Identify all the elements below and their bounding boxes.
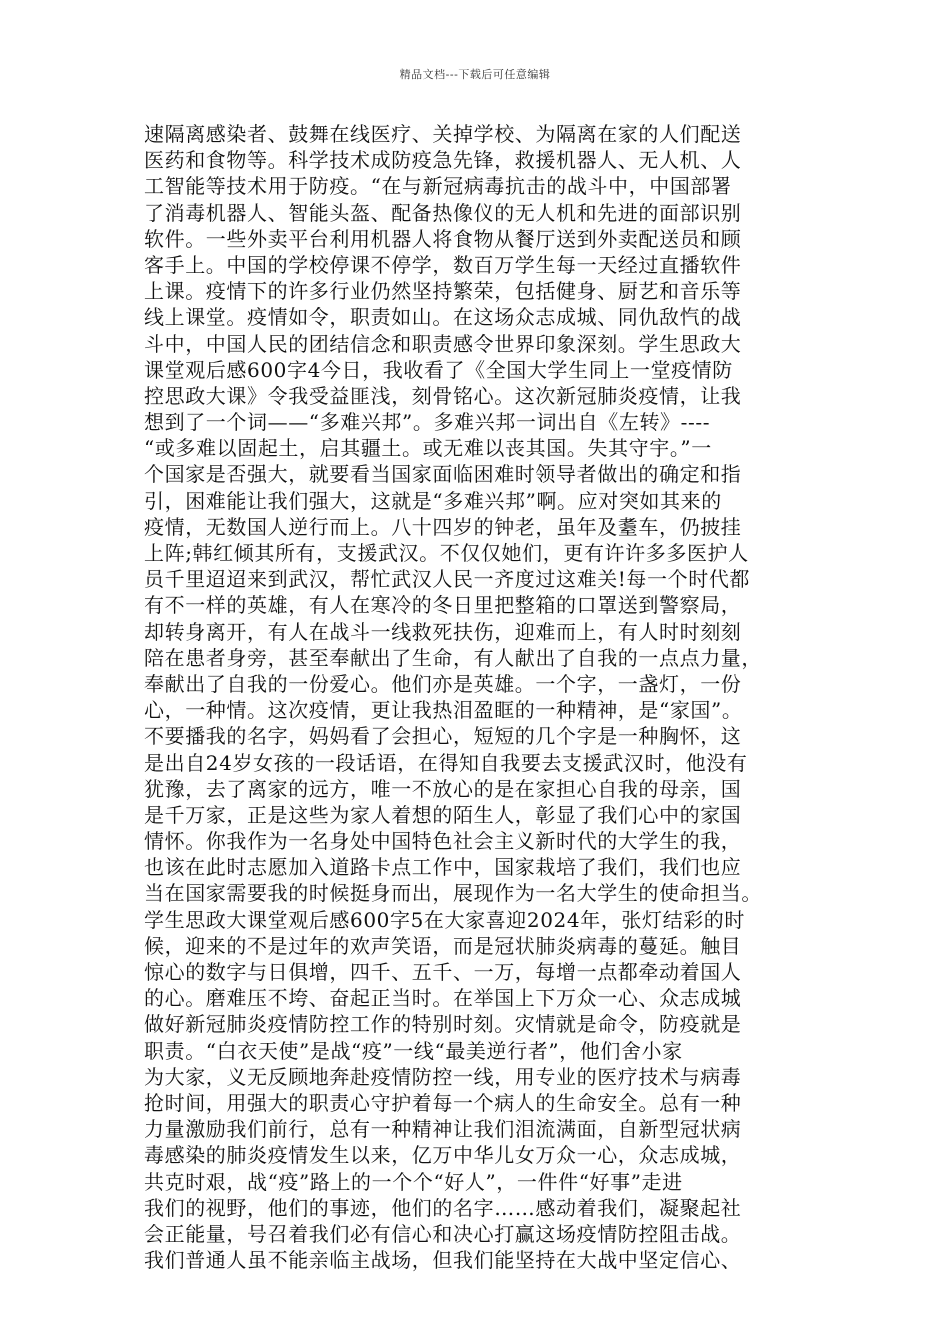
text-line: 上课。疫情下的许多行业仍然坚持繁荣，包括健身、厨艺和音乐等 — [144, 279, 742, 304]
text-line: 共克时艰，战“疫”路上的一个个“好人”，一件件“好事”走进 — [144, 1169, 683, 1194]
text-line: 软件。一些外卖平台利用机器人将食物从餐厅送到外卖配送员和顾 — [144, 226, 742, 251]
text-line: 课堂观后感600字4今日，我收看了《全国大学生同上一堂疫情防 — [144, 357, 733, 382]
text-line: 速隔离感染者、鼓舞在线医疗、关掉学校、为隔离在家的人们配送 — [144, 122, 742, 146]
text-line: 医药和食物等。科学技术成防疫急先锋，救援机器人、无人机、人 — [144, 148, 742, 173]
text-line: 惊心的数字与日俱增，四千、五千、一万，每增一点都牵动着国人 — [144, 960, 742, 984]
document-body — [144, 121, 824, 1273]
text-line: 是出自24岁女孩的一段话语，在得知自我要去支援武汉时，他没有 — [144, 750, 748, 775]
text-line: 毒感染的肺炎疫情发生以来，亿万中华儿女万众一心，众志成城， — [144, 1143, 742, 1168]
text-line: 做好新冠肺炎疫情防控工作的特别时刻。灾情就是命令，防疫就是 — [144, 1012, 742, 1037]
text-line: 的心。磨难压不垮、奋起正当时。在举国上下万众一心、众志成城 — [144, 986, 742, 1011]
page-header: 精品文档---下载后可任意编辑 — [399, 68, 551, 81]
text-line: 客手上。中国的学校停课不停学，数百万学生每一天经过直播软件 — [144, 252, 742, 277]
text-line: 也该在此时志愿加入道路卡点工作中，国家栽培了我们，我们也应 — [144, 855, 742, 880]
text-line: 当在国家需要我的时候挺身而出，展现作为一名大学生的使命担当。 — [144, 881, 762, 906]
text-line: 想到了一个词——“多难兴邦”。多难兴邦一词出自《左转》---- — [144, 410, 711, 435]
text-line: 会正能量，号召着我们必有信心和决心打赢这场疫情防控阻击战。 — [144, 1221, 742, 1246]
text-line: 疫情，无数国人逆行而上。八十四岁的钟老，虽年及耋车，仍披挂 — [144, 514, 742, 539]
text-line: 为大家，义无反顾地奔赴疫情防控一线，用专业的医疗技术与病毒 — [144, 1064, 742, 1089]
text-line: 候，迎来的不是过年的欢声笑语，而是冠状肺炎病毒的蔓延。触目 — [144, 933, 742, 958]
text-line: 不要播我的名字，妈妈看了会担心，短短的几个字是一种胸怀，这 — [144, 724, 742, 749]
text-line: 线上课堂。疫情如令，职责如山。在这场众志成城、同仇敌忾的战 — [144, 305, 742, 330]
text-line: 力量激励我们前行，总有一种精神让我们泪流满面，自新型冠状病 — [144, 1117, 742, 1142]
text-line: 控思政大课》令我受益匪浅，刻骨铭心。这次新冠肺炎疫情，让我 — [144, 383, 742, 408]
text-line: 引，困难能让我们强大，这就是“多难兴邦”啊。应对突如其来的 — [144, 488, 722, 513]
text-line: 有不一样的英雄，有人在寒冷的冬日里把整箱的口罩送到警察局， — [144, 593, 742, 618]
text-line: 我们的视野，他们的事迹，他们的名字……感动着我们，凝聚起社 — [144, 1195, 742, 1220]
text-line: 斗中，中国人民的团结信念和职责感令世界印象深刻。学生思政大 — [144, 331, 742, 356]
text-line: 奉献出了自我的一份爱心。他们亦是英雄。一个字，一盏灯，一份 — [144, 671, 742, 696]
text-line: 我们普通人虽不能亲临主战场，但我们能坚持在大战中坚定信心、 — [144, 1248, 742, 1273]
text-line: 上阵;韩红倾其所有，支援武汉。不仅仅她们，更有许许多多医护人 — [144, 541, 749, 565]
text-line: 犹豫，去了离家的远方，唯一不放心的是在家担心自我的母亲，国 — [144, 776, 742, 801]
text-line: 了消毒机器人、智能头盔、配备热像仪的无人机和先进的面部识别 — [144, 200, 742, 225]
text-line: 员千里迢迢来到武汉，帮忙武汉人民一齐度过这难关!每一个时代都 — [144, 567, 751, 592]
text-line: 陪在患者身旁，甚至奉献出了生命，有人献出了自我的一点点力量， — [144, 645, 762, 670]
text-line: 抢时间，用强大的职责心守护着每一个病人的生命安全。总有一种 — [144, 1090, 742, 1115]
text-line: 却转身离开，有人在战斗一线救死扶伤，迎难而上，有人时时刻刻 — [144, 619, 742, 644]
text-line: 职责。“白衣天使”是战“疫”一线“最美逆行者”，他们舍小家 — [144, 1038, 683, 1063]
text-line: “或多难以固起土，启其疆土。或无难以丧其国。失其守宇。”一 — [144, 436, 712, 461]
text-line: 情怀。你我作为一名身处中国特色社会主义新时代的大学生的我， — [144, 829, 742, 854]
text-line: 工智能等技术用于防疫。“在与新冠病毒抗击的战斗中，中国部署 — [144, 174, 732, 199]
text-line: 心，一种情。这次疫情，更让我热泪盈眶的一种精神，是“家国”。 — [144, 698, 743, 723]
text-line: 是千万家，正是这些为家人着想的陌生人，彰显了我们心中的家国 — [144, 802, 742, 827]
text-line: 学生思政大课堂观后感600字5在大家喜迎2024年，张灯结彩的时 — [144, 907, 745, 932]
text-line: 个国家是否强大，就要看当国家面临困难时领导者做出的确定和指 — [144, 462, 742, 487]
